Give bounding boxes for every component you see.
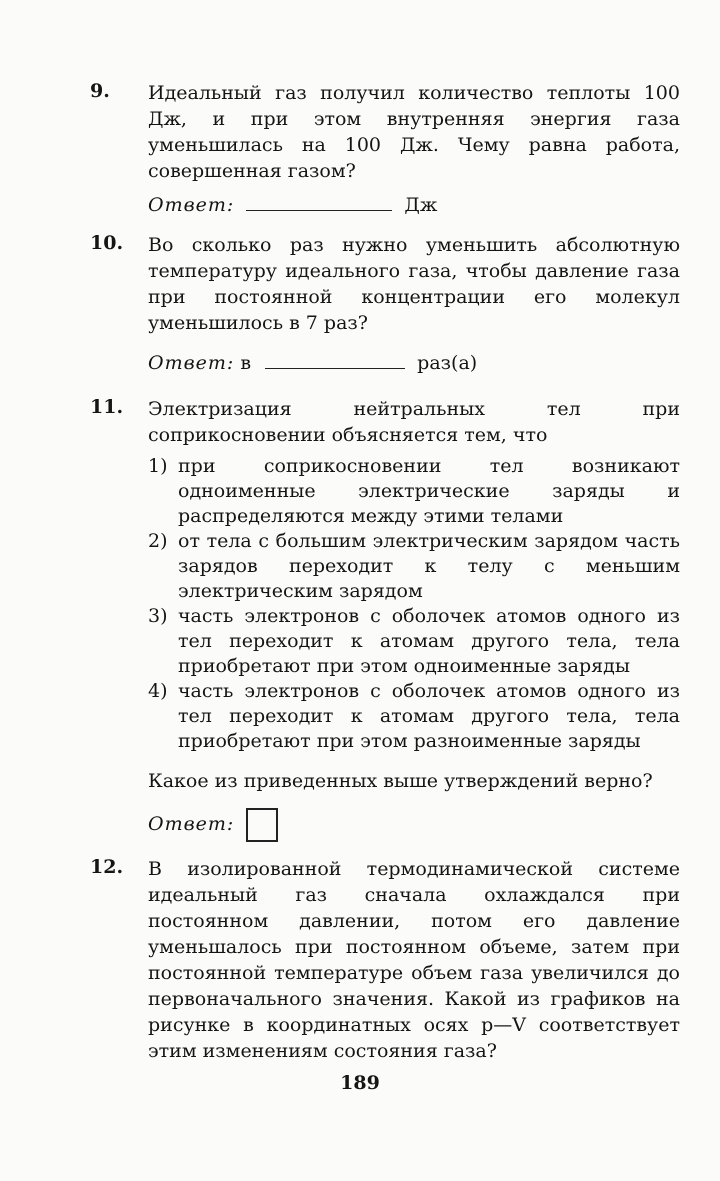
answer-unit: Дж <box>404 194 438 216</box>
question-number: 9. <box>90 80 110 102</box>
option-text: часть электронов с оболочек атомов одного из тел переходит к атомам другого тела, тела приобретают при этом одноименные заряды <box>178 605 680 677</box>
answer-label: Ответ: <box>148 813 235 835</box>
answer-line <box>148 808 680 842</box>
answer-box[interactable] <box>246 808 278 842</box>
answer-label: Ответ: <box>148 194 235 216</box>
answer-blank[interactable] <box>246 192 392 211</box>
answer-label: Ответ: <box>148 352 235 374</box>
question-number: 10. <box>90 232 124 254</box>
question-prompt: Какое из приведенных выше утверждений верно? <box>148 770 653 792</box>
options-list <box>148 454 680 754</box>
question-text: Электризация нейтральных тел при соприкосновении объясняется тем, что <box>148 398 680 446</box>
answer-line <box>148 192 680 218</box>
question-text: В изолированной термодинамической системе идеальный газ сначала охлаждался при постоянном давлении, потом его давление уменьшалось при постоянном объеме, затем при постоянной температуре объем газа увеличился до первоначального значения. Какой из графиков на рисунке в координатных осях p—V соответствует этим изменениям состояния газа? <box>148 858 680 1062</box>
answer-line <box>148 350 680 376</box>
option-number: 1) <box>148 455 168 477</box>
option-2 <box>148 529 680 604</box>
question-9 <box>90 80 690 218</box>
question-text: Во сколько раз нужно уменьшить абсолютную температуру идеального газа, чтобы давление газа при постоянной концентрации его молекул уменьшилось в 7 раз? <box>148 234 680 334</box>
option-number: 4) <box>148 680 168 702</box>
option-number: 2) <box>148 530 168 552</box>
answer-prefix: в <box>240 352 252 374</box>
question-11 <box>90 396 690 842</box>
option-1 <box>148 454 680 529</box>
option-number: 3) <box>148 605 168 627</box>
option-text: от тела с большим электрическим зарядом часть зарядов переходит к телу с меньшим электрическим зарядом <box>178 530 680 602</box>
answer-unit: раз(а) <box>417 352 478 374</box>
question-12 <box>90 856 690 1064</box>
option-text: часть электронов с оболочек атомов одного из тел переходит к атомам другого тела, тела приобретают при этом разноименные заряды <box>178 680 680 752</box>
option-3 <box>148 604 680 679</box>
question-text: Идеальный газ получил количество теплоты 100 Дж, и при этом внутренняя энергия газа уменьшилась на 100 Дж. Чему равна работа, совершенная газом? <box>148 82 680 182</box>
question-number: 11. <box>90 396 124 418</box>
page-number: 189 <box>340 1072 380 1094</box>
question-number: 12. <box>90 856 124 878</box>
option-text: при соприкосновении тел возникают одноименные электрические заряды и распределяются между этими телами <box>178 455 680 527</box>
answer-blank[interactable] <box>265 350 405 369</box>
option-4 <box>148 679 680 754</box>
question-10 <box>90 232 690 376</box>
